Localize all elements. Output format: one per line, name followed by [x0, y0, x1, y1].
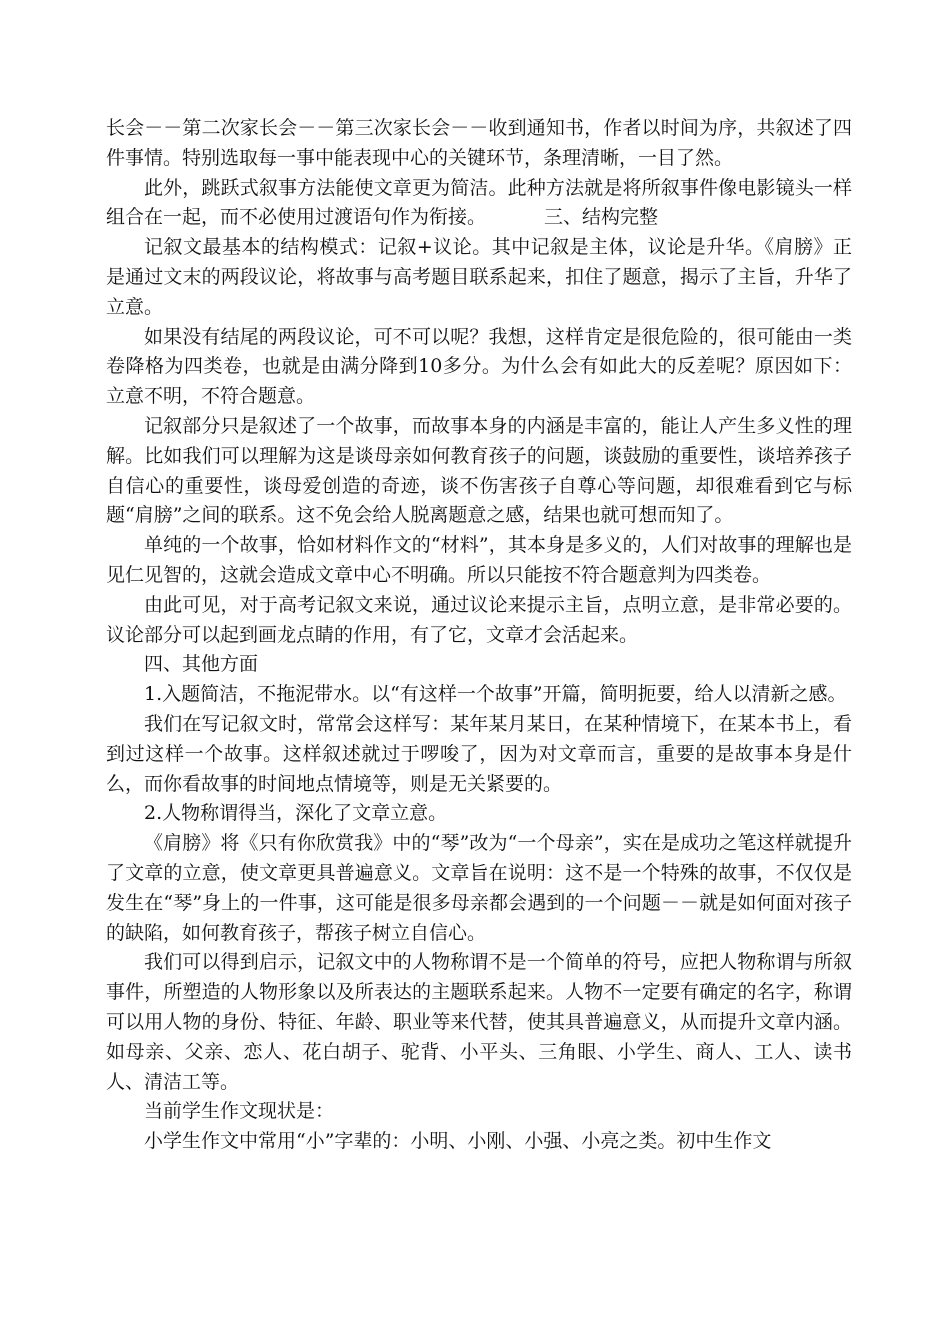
- paragraph-jump-narration: [106, 174, 852, 234]
- paragraph-point-2: 2.人物称谓得当，深化了文章立意。: [144, 802, 448, 825]
- paragraph-without-ending: 如果没有结尾的两段议论，可不可以呢？我想，这样肯定是很危险的，很可能由一类卷降格为四类卷，也就是由满分降到10多分。为什么会有如此大的反差呢？原因如下：立意不明，不符合题意。: [106, 325, 852, 408]
- paragraph-point-1: 1.入题简洁，不拖泥带水。以“有这样一个故事”开篇，简明扼要，给人以清新之感。: [144, 683, 847, 706]
- paragraph-single-story: 单纯的一个故事，恰如材料作文的“材料”，其本身是多义的，人们对故事的理解也是见仁见智的，这就会造成文章中心不明确。所以只能按不符合题意判为四类卷。: [106, 534, 852, 586]
- paragraph-naming-insight: 我们可以得到启示，记叙文中的人物称谓不是一个简单的符号，应把人物称谓与所叙事件，所塑造的人物形象以及所表达的主题联系起来。人物不一定要有确定的名字，称谓可以用人物的身份、特征、年龄、职业等来代替，使其具普遍意义，从而提升文章内涵。如母亲、父亲、恋人、花白胡子、驼背、小平头、三角眼、小学生、商人、工人、读书人、清洁工等。: [106, 951, 852, 1093]
- paragraph-character-naming: 《肩膀》将《只有你欣赏我》中的“琴”改为“一个母亲”，实在是成功之笔这样就提升了文章的立意，使文章更具普遍意义。文章旨在说明：这不是一个特殊的故事，不仅仅是发生在“琴”身上的一件事，这可能是很多母亲都会遇到的一个问题－－就是如何面对孩子的缺陷，如何教育孩子，帮孩子树立自信心。: [106, 832, 852, 944]
- section-heading-other-aspects: 四、其他方面: [144, 653, 259, 676]
- paragraph-jump-narration-text: 此外，跳跃式叙事方法能使文章更为简洁。此种方法就是将所叙事件像电影镜头一样组合在一起，而不必使用过渡语句作为衔接。: [106, 176, 852, 229]
- section-heading-structure: 三、结构完整: [544, 206, 659, 229]
- paragraph-current-status: 当前学生作文现状是：: [144, 1100, 335, 1123]
- paragraph-writing-habit: 我们在写记叙文时，常常会这样写：某年某月某日，在某种情境下，在某本书上，看到过这样一个故事。这样叙述就过于啰唆了，因为对文章而言，重要的是故事本身是什么，而你看故事的时间地点情境等，则是无关紧要的。: [106, 712, 852, 795]
- paragraph-conclusion: 由此可见，对于高考记叙文来说，通过议论来提示主旨，点明立意，是非常必要的。议论部分可以起到画龙点睛的作用，有了它，文章才会活起来。: [106, 593, 852, 646]
- paragraph-structure-model: 记叙文最基本的结构模式：记叙+议论。其中记叙是主体，议论是升华。《肩膀》正是通过文末的两段议论，将故事与高考题目联系起来，扣住了题意，揭示了主旨，升华了立意。: [106, 236, 852, 318]
- document-page: [106, 114, 852, 1157]
- paragraph-narrative-meaning: 记叙部分只是叙述了一个故事，而故事本身的内涵是丰富的，能让人产生多义性的理解。比如我们可以理解为这是谈母亲如何教育孩子的问题，谈鼓励的重要性，谈培养孩子自信心的重要性，谈母爱创造的奇迹，谈不伤害孩子自尊心等问题，却很难看到它与标题“肩膀”之间的联系。这不免会给人脱离题意之感，结果也就可想而知了。: [106, 414, 852, 527]
- paragraph-time-order: 长会－－第二次家长会－－第三次家长会－－收到通知书，作者以时间为序，共叙述了四件事情。特别选取每一事中能表现中心的关键环节，条理清晰，一目了然。: [106, 117, 852, 169]
- paragraph-student-names: 小学生作文中常用“小”字辈的：小明、小刚、小强、小亮之类。初中生作文: [144, 1130, 772, 1153]
